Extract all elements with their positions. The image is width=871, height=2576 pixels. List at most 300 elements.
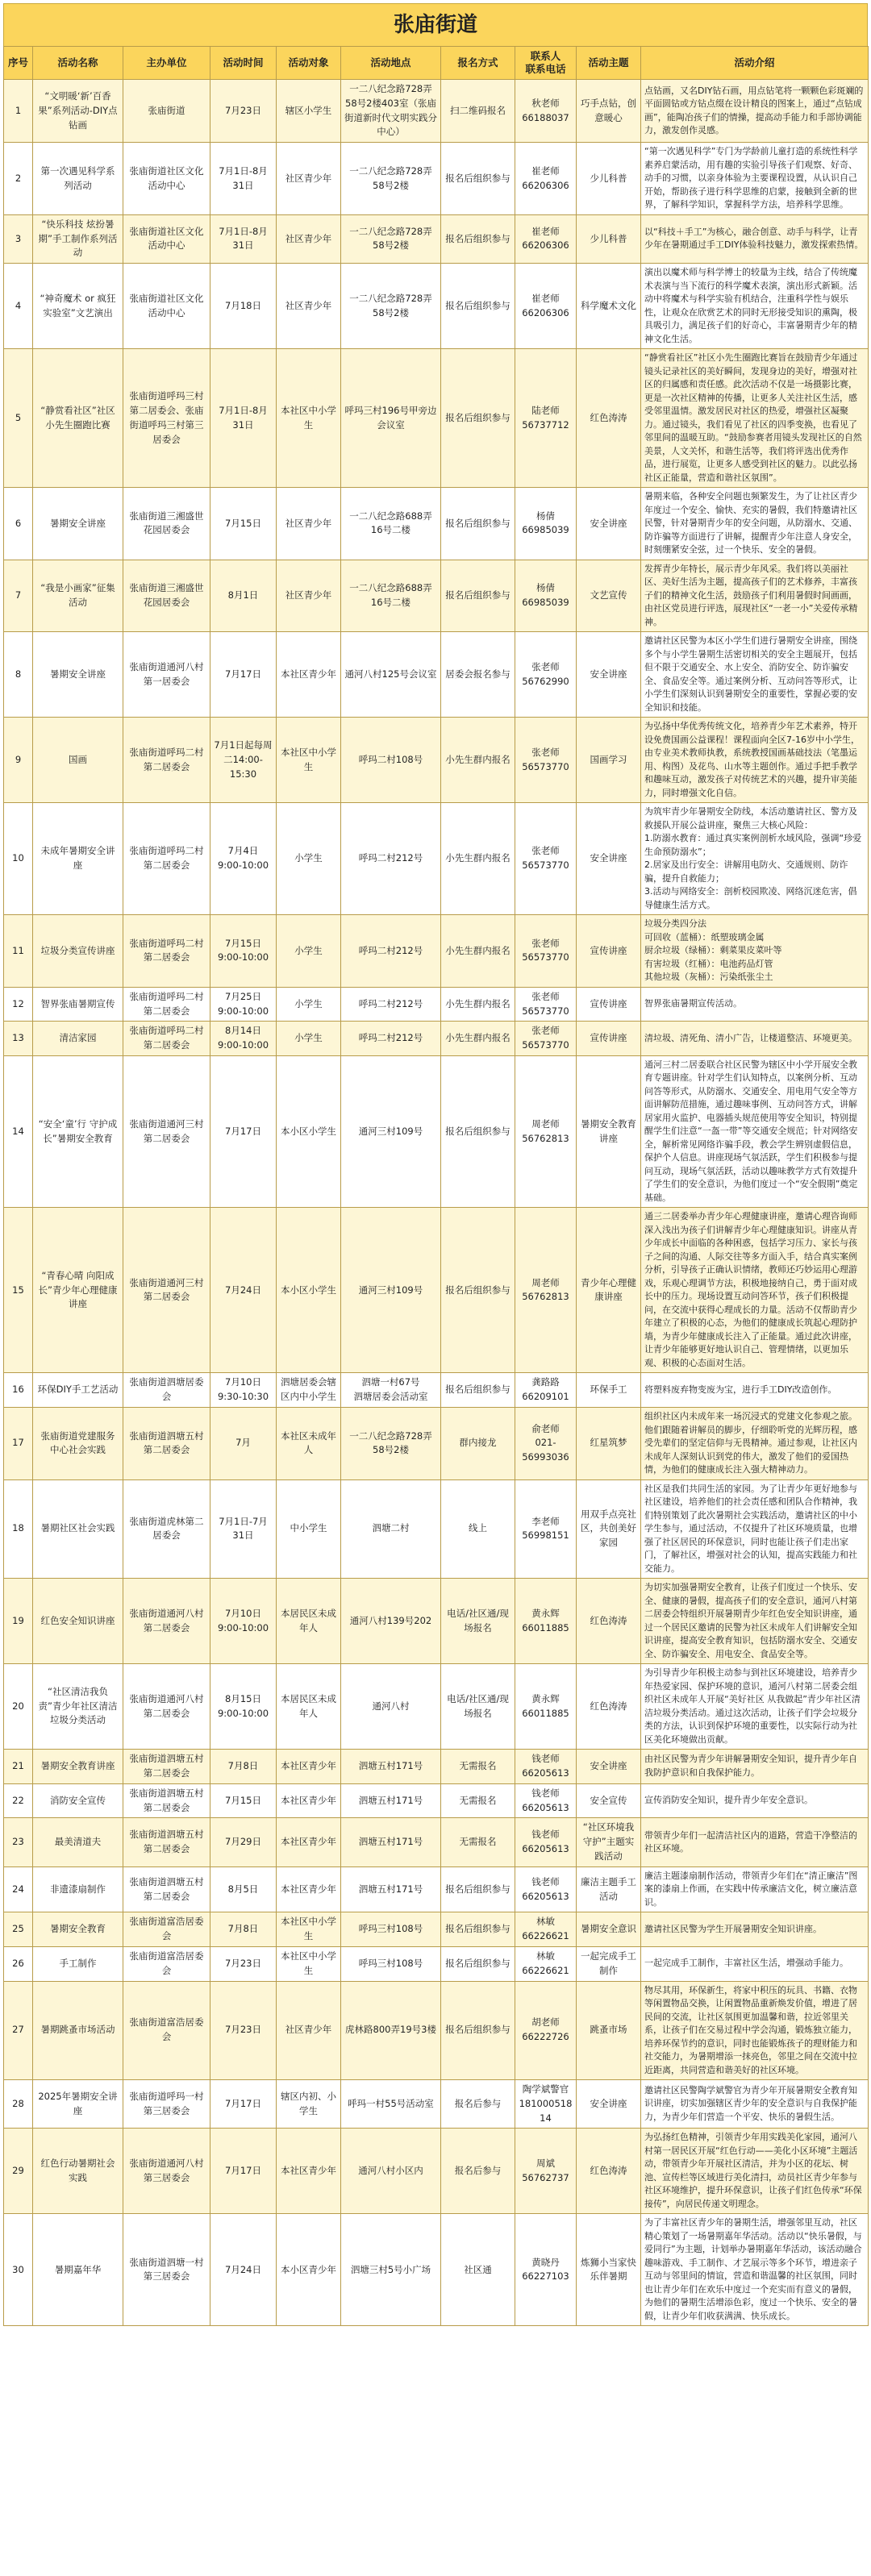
activity-theme: 暑期安全意识	[577, 1912, 641, 1947]
activity-theme: 科学魔术文化	[577, 264, 641, 349]
contact-info: 周老师 56762813	[515, 1208, 577, 1373]
activity-name: “静赏看社区”社区小先生圈跑比赛	[33, 349, 123, 488]
activity-theme: 文艺宣传	[577, 560, 641, 632]
signup-method: 线上	[441, 1479, 515, 1579]
activity-theme: 宣传讲座	[577, 915, 641, 988]
activity-time: 7月17日	[210, 1055, 277, 1208]
activity-name: “我是小画家”征集活动	[33, 560, 123, 632]
organizer: 张庙街道呼玛一村第三居委会	[123, 2080, 210, 2129]
activity-intro: 垃圾分类四分法 可回收（蓝桶）：纸塑玻璃金属 厨余垃圾（绿桶）：剩菜果皮菜叶等 有害垃圾（红桶）：电池药品灯管 其他垃圾（灰桶）：污染纸张尘土	[641, 915, 869, 988]
activity-name: 国画	[33, 718, 123, 803]
activity-time: 7月15日 9:00-10:00	[210, 915, 277, 988]
table-row	[4, 143, 869, 215]
organizer: 张庙街道社区文化活动中心	[123, 264, 210, 349]
activity-time: 7月15日	[210, 488, 277, 560]
activity-target: 本社区青少年	[277, 1818, 341, 1866]
row-number: 1	[4, 80, 33, 143]
activity-theme: 红色涛涛	[577, 349, 641, 488]
signup-method: 小先生群内报名	[441, 718, 515, 803]
activity-intro: 暑期来临，各种安全问题也频繁发生，为了让社区青少年度过一个安全、愉快、充实的暑假，我们特邀请社区民警，针对暑期青少年的安全问题，从防溺水、交通、防诈骗等方面进行了讲解，提醒青少年注意人身安全，时刻绷紧安全弦，过一个快乐、安全的暑假。	[641, 488, 869, 560]
activity-target: 本小区青少年	[277, 2214, 341, 2326]
header-row	[4, 47, 869, 80]
row-number: 2	[4, 143, 33, 215]
table-row	[4, 214, 869, 263]
signup-method: 报名后参与	[441, 2129, 515, 2214]
activity-intro: 邀请社区民警为学生开展暑期安全知识讲座。	[641, 1912, 869, 1947]
activity-time: 7月	[210, 1408, 277, 1480]
activity-theme: 一起完成手工制作	[577, 1946, 641, 1981]
activity-theme: 青少年心理健康讲座	[577, 1208, 641, 1373]
activity-name: “文明暖‘新’百香果”系列活动-DIY点钻画	[33, 80, 123, 143]
activity-time: 7月17日	[210, 2080, 277, 2129]
row-number: 11	[4, 915, 33, 988]
organizer: 张庙街道通河三村第二居委会	[123, 1208, 210, 1373]
activity-theme: 炼狮小当家快乐伴暑期	[577, 2214, 641, 2326]
contact-info: 钱老师 66205613	[515, 1750, 577, 1784]
activity-place: 一二八纪念路728弄58号2楼	[341, 1408, 441, 1480]
activity-time: 7月23日	[210, 80, 277, 143]
activity-theme: 少儿科普	[577, 214, 641, 263]
contact-info: 胡老师 66222726	[515, 1981, 577, 2080]
column-header: 序号	[4, 47, 33, 80]
activity-time: 7月23日	[210, 1981, 277, 2080]
signup-method: 报名后组织参与	[441, 1373, 515, 1408]
contact-info: 秋老师 66188037	[515, 80, 577, 143]
row-number: 8	[4, 632, 33, 718]
activity-theme: 宣传讲座	[577, 987, 641, 1022]
column-header: 活动地点	[341, 47, 441, 80]
table-row	[4, 560, 869, 632]
activity-intro: 通河三村二居委联合社区民警为辖区中小学开展安全教育专题讲座。针对学生们认知特点，以案例分析、互动问答等形式，从防溺水、交通安全、用电用气安全等方面讲解防范措施，通过趣味事例、互动问答方式，讲解居家用火监护、电器插头规范使用等安全知识，特别提醒学生们注意“一盔一带”等交通安全规范；针对网络安全，解析常见网络诈骗手段，教会学生辨别虚假信息，保护个人信息。讲座现场气氛活跃，学生们积极参与提问互动，现场气氛活跃，活动以趣味教学方式有效提升了学生们的安全意识，为他们度过一个“安全假期”奠定基础。	[641, 1055, 869, 1208]
column-header: 活动主题	[577, 47, 641, 80]
contact-info: 陶学斌警官 18100051814	[515, 2080, 577, 2129]
contact-info: 钱老师 66205613	[515, 1783, 577, 1818]
activity-name: 暑期安全讲座	[33, 488, 123, 560]
table-row	[4, 1818, 869, 1866]
activity-target: 辖区内初、小学生	[277, 2080, 341, 2129]
activity-theme: 安全讲座	[577, 2080, 641, 2129]
activity-place: 呼玛三村108号	[341, 1912, 441, 1947]
activity-name: “神奇魔术 or 疯狂实验室”文艺演出	[33, 264, 123, 349]
signup-method: 报名后组织参与	[441, 1912, 515, 1947]
activity-time: 7月4日 9:00-10:00	[210, 803, 277, 915]
activity-time: 7月15日	[210, 1783, 277, 1818]
table-row	[4, 1750, 869, 1784]
table-row	[4, 488, 869, 560]
table-row	[4, 803, 869, 915]
activity-theme: 安全宣传	[577, 1783, 641, 1818]
activity-time: 7月17日	[210, 2129, 277, 2214]
organizer: 张庙街道	[123, 80, 210, 143]
signup-method: 报名后组织参与	[441, 1208, 515, 1373]
organizer: 张庙街道富浩居委会	[123, 1981, 210, 2080]
activity-place: 泗塘二村	[341, 1479, 441, 1579]
signup-method: 小先生群内报名	[441, 987, 515, 1022]
organizer: 张庙街道呼玛二村第二居委会	[123, 1022, 210, 1056]
activity-place: 一二八纪念路728弄58号2楼	[341, 143, 441, 215]
table-body	[4, 80, 869, 2326]
activity-intro: 以“科技＋手工”为核心，融合创意、动手与科学，让青少年在暑期通过手工DIY体验科技魅力，激发探索热情。	[641, 214, 869, 263]
activity-theme: 红色涛涛	[577, 2129, 641, 2214]
table-row	[4, 1055, 869, 1208]
row-number: 24	[4, 1866, 33, 1912]
activity-intro: “静赏看社区”社区小先生圈跑比赛旨在鼓励青少年通过镜头记录社区的美好瞬间，发现身边的美好，增强对社区的归属感和责任感。此次活动不仅是一场摄影比赛，更是一次社区精神的传播，让更多人关注社区生活，感受邻里温情。激发居民对社区的热爱，增强社区凝聚力。通过镜头，我们看见了社区的四季变换，也看见了邻里间的温暖互助。“鼓励参赛者用镜头发现社区的自然美景，人文关怀，和谐生活等，我们将评选出优秀作品，进行展览，让更多人感受到社区的魅力。以此弘扬社区正能量，营造和谐社区氛围”。	[641, 349, 869, 488]
activity-target: 本社区青少年	[277, 632, 341, 718]
activity-theme: 安全讲座	[577, 803, 641, 915]
activity-theme: 少儿科普	[577, 143, 641, 215]
activity-place: 通河三村109号	[341, 1208, 441, 1373]
signup-method: 报名后组织参与	[441, 264, 515, 349]
table-row	[4, 1783, 869, 1818]
organizer: 张庙街道社区文化活动中心	[123, 214, 210, 263]
activity-place: 通河八村	[341, 1664, 441, 1750]
row-number: 28	[4, 2080, 33, 2129]
activity-time: 7月17日	[210, 632, 277, 718]
organizer: 张庙街道富浩居委会	[123, 1946, 210, 1981]
table-row	[4, 1579, 869, 1664]
activity-name: 暑期社区社会实践	[33, 1479, 123, 1579]
signup-method: 小先生群内报名	[441, 915, 515, 988]
activity-place: 呼玛二村108号	[341, 718, 441, 803]
signup-method: 社区通	[441, 2214, 515, 2326]
activity-intro: 点钻画，又名DIY钻石画，用点钻笔将一颗颗色彩斑斓的平面圆钻或方钻点缀在设计精良的图案上，通过“点钻成画”，能陶冶孩子们的情操，提高动手能力和手部协调能力，激发创作灵感。	[641, 80, 869, 143]
activity-time: 7月8日	[210, 1912, 277, 1947]
contact-info: 崔老师 66206306	[515, 264, 577, 349]
row-number: 27	[4, 1981, 33, 2080]
activity-place: 呼玛三村108号	[341, 1946, 441, 1981]
activity-name: 红色行动暑期社会实践	[33, 2129, 123, 2214]
column-header: 活动名称	[33, 47, 123, 80]
table-row	[4, 349, 869, 488]
activity-time: 7月10日 9:00-10:00	[210, 1579, 277, 1664]
row-number: 23	[4, 1818, 33, 1866]
activity-place: 呼玛二村212号	[341, 803, 441, 915]
activity-intro: 一起完成手工制作，丰富社区生活，增强动手能力。	[641, 1946, 869, 1981]
activity-intro: 为弘扬红色精神，引领青少年用实践美化家园，通河八村第一居民区开展“红色行动——美化小区环境”主题活动，带领青少年开展社区清洁，并为小区的花坛、树池、宣传栏等区域进行美化清扫，动员社区青少年参与社区环境维护，提升环保意识，让孩子们红色传承“环保接传”，向居民传递文明理念。	[641, 2129, 869, 2214]
signup-method: 无需报名	[441, 1750, 515, 1784]
activity-time: 7月29日	[210, 1818, 277, 1866]
organizer: 张庙街道三湘盛世花园居委会	[123, 488, 210, 560]
activity-target: 小学生	[277, 1022, 341, 1056]
activity-intro: 邀请社区民警为本区小学生们进行暑期安全讲座，围绕多个与小学生暑期生活密切相关的安全主题展开，包括但不限于交通安全、水上安全、消防安全、防诈骗安全、食品安全等。通过案例分析、互动问答等形式，让小学生们深刻认识到暑期安全的重要性，掌握必要的安全知识和技能。	[641, 632, 869, 718]
row-number: 30	[4, 2214, 33, 2326]
organizer: 张庙街道通河八村第一居委会	[123, 632, 210, 718]
row-number: 18	[4, 1479, 33, 1579]
activity-place: 泗塘五村171号	[341, 1750, 441, 1784]
activity-target: 本社区中小学生	[277, 349, 341, 488]
organizer: 张庙街道泗塘五村第二居委会	[123, 1750, 210, 1784]
table-row	[4, 1022, 869, 1056]
activity-theme: 宣传讲座	[577, 1022, 641, 1056]
contact-info: 钱老师 66205613	[515, 1866, 577, 1912]
row-number: 25	[4, 1912, 33, 1947]
contact-info: 周斌 56762737	[515, 2129, 577, 2214]
organizer: 张庙街道通河八村第三居委会	[123, 2129, 210, 2214]
organizer: 张庙街道泗塘五村第二居委会	[123, 1866, 210, 1912]
activity-place: 泗塘五村171号	[341, 1783, 441, 1818]
activity-place: 泗塘五村171号	[341, 1818, 441, 1866]
contact-info: 杨倩 66985039	[515, 488, 577, 560]
activity-intro: 带领青少年们一起清洁社区内的道路，营造干净整洁的社区环境。	[641, 1818, 869, 1866]
activity-place: 一二八纪念路688弄16号二楼	[341, 488, 441, 560]
signup-method: 小先生群内报名	[441, 803, 515, 915]
row-number: 19	[4, 1579, 33, 1664]
activity-target: 本居民区未成年人	[277, 1664, 341, 1750]
row-number: 3	[4, 214, 33, 263]
activity-name: 暑期安全教育	[33, 1912, 123, 1947]
activity-name: 垃圾分类宣传讲座	[33, 915, 123, 988]
activity-target: 本社区未成年人	[277, 1408, 341, 1480]
organizer: 张庙街道通河三村第二居委会	[123, 1055, 210, 1208]
activity-place: 虎林路800弄19号3楼	[341, 1981, 441, 2080]
signup-method: 居委会报名参与	[441, 632, 515, 718]
activity-place: 一二八纪念路688弄16号二楼	[341, 560, 441, 632]
activity-place: 一二八纪念路728弄58号2楼403室（张庙街道新时代文明实践分中心）	[341, 80, 441, 143]
column-header: 活动对象	[277, 47, 341, 80]
row-number: 13	[4, 1022, 33, 1056]
activity-name: 手工制作	[33, 1946, 123, 1981]
activity-theme: 红色涛涛	[577, 1664, 641, 1750]
activity-target: 本社区青少年	[277, 1750, 341, 1784]
page-title: 张庙街道	[3, 3, 868, 46]
activity-place: 一二八纪念路728弄58号2楼	[341, 214, 441, 263]
activity-target: 中小学生	[277, 1479, 341, 1579]
activity-target: 本居民区未成年人	[277, 1579, 341, 1664]
activity-target: 本社区中小学生	[277, 1946, 341, 1981]
table-row	[4, 2214, 869, 2326]
signup-method: 报名后组织参与	[441, 214, 515, 263]
contact-info: 钱老师 66205613	[515, 1818, 577, 1866]
activity-time: 8月14日 9:00-10:00	[210, 1022, 277, 1056]
activity-time: 7月1日-8月31日	[210, 143, 277, 215]
table-row	[4, 718, 869, 803]
activity-intro: 清垃圾、清死角、清小广告，让楼道整洁、环境更美。	[641, 1022, 869, 1056]
activity-target: 本社区中小学生	[277, 718, 341, 803]
activity-target: 本小区小学生	[277, 1055, 341, 1208]
activity-intro: 为了丰富社区青少年的暑期生活，增强邻里互动，社区精心策划了一场暑期嘉年华活动。活动以“快乐暑假，与爱同行”为主题，计划举办暑期嘉年华活动，该活动融合趣味游戏、手工制作、才艺展示等多个环节，增进亲子互动与邻里间的情谊，营造和谐温馨的社区氛围，同时也让青少年们在欢乐中度过一个充实而有意义的暑假，为他们的暑期生活增添色彩，度过一个快乐、安全的暑假，让青少年们收获满满、快乐成长。	[641, 2214, 869, 2326]
row-number: 12	[4, 987, 33, 1022]
table-row	[4, 1208, 869, 1373]
table-row	[4, 987, 869, 1022]
activity-name: 最美清道夫	[33, 1818, 123, 1866]
activity-target: 社区青少年	[277, 143, 341, 215]
activity-target: 本社区中小学生	[277, 1912, 341, 1947]
column-header: 主办单位	[123, 47, 210, 80]
table-row	[4, 1479, 869, 1579]
contact-info: 俞老师 021-56993036	[515, 1408, 577, 1480]
column-header: 活动介绍	[641, 47, 869, 80]
signup-method: 报名后组织参与	[441, 349, 515, 488]
activity-time: 7月8日	[210, 1750, 277, 1784]
activity-intro: 由社区民警为青少年讲解暑期安全知识，提升青少年自我防护意识和自我保护能力。	[641, 1750, 869, 1784]
activity-target: 社区青少年	[277, 214, 341, 263]
activity-place: 通河三村109号	[341, 1055, 441, 1208]
activity-place: 泗塘五村171号	[341, 1866, 441, 1912]
activity-time: 8月5日	[210, 1866, 277, 1912]
organizer: 张庙街道呼玛二村第二居委会	[123, 718, 210, 803]
signup-method: 报名后组织参与	[441, 1055, 515, 1208]
organizer: 张庙街道呼玛二村第二居委会	[123, 915, 210, 988]
activity-table	[3, 46, 869, 2326]
activity-theme: “社区环境我守护”主题实践活动	[577, 1818, 641, 1866]
activity-place: 通河八村139号202	[341, 1579, 441, 1664]
contact-info: 黄永辉 66011885	[515, 1579, 577, 1664]
activity-intro: “第一次遇见科学”专门为学龄前儿童打造的系统性科学素养启蒙活动，用有趣的实验引导孩子们观察、好奇、动手的习惯，以亲身体验为主要课程设置，从认识自己开始，帮助孩子进行科学思维的启蒙，接触到全新的世界，了解科学知识，掌握科学方法，培养科学思维。	[641, 143, 869, 215]
activity-intro: 为引导青少年积极主动参与到社区环境建设，培养青少年热爱家园、保护环境的意识，通河八村第二居委会组织社区未成年人开展“美好社区 从我做起”青少年社区清洁垃圾分类活动。通过这次活动，让孩子们学会垃圾分类的方法，认识到保护环境的重要性，以实际行动为社区美化环境做出贡献。	[641, 1664, 869, 1750]
activity-theme: 红星筑梦	[577, 1408, 641, 1480]
signup-method: 电话/社区通/现场报名	[441, 1579, 515, 1664]
signup-method: 小先生群内报名	[441, 1022, 515, 1056]
organizer: 张庙街道泗塘一村第三居委会	[123, 2214, 210, 2326]
signup-method: 群内接龙	[441, 1408, 515, 1480]
activity-target: 社区青少年	[277, 1981, 341, 2080]
activity-name: 未成年暑期安全讲座	[33, 803, 123, 915]
activity-target: 本社区青少年	[277, 1783, 341, 1818]
signup-method: 无需报名	[441, 1818, 515, 1866]
activity-name: “安全‘童’行 守护成长”暑期安全教育	[33, 1055, 123, 1208]
activity-place: 通河八村小区内	[341, 2129, 441, 2214]
contact-info: 黄永辉 66011885	[515, 1664, 577, 1750]
contact-info: 崔老师 66206306	[515, 214, 577, 263]
activity-intro: 社区是我们共同生活的家园。为了让青少年更好地参与社区建设，培养他们的社会责任感和团队合作精神，我们特别策划了此次暑期社会实践活动，邀请社区的中小学生参与，通过活动，不仅提升了社区环境质量，也增强了社区居民的环保意识，同时也能让孩子们走出家门，了解社区，增强对社会的认知，提高实践能力和社交能力。	[641, 1479, 869, 1579]
organizer: 张庙街道富浩居委会	[123, 1912, 210, 1947]
row-number: 9	[4, 718, 33, 803]
activity-intro: 通三二居委举办青少年心理健康讲座，邀请心理咨询师深入浅出为孩子们讲解青少年心理健康知识。讲座从青少年成长中面临的各种困惑，包括学习压力、家长与孩子之间的沟通、人际交往等多方面入手，结合真实案例分析，引导孩子正确认识情绪，教师还巧妙运用心理游戏，乐观心理调节方法，积极地接纳自己，勇于面对成长中的压力。现场设置互动问答环节，孩子们积极提问，在交流中获得心理成长的力量。活动不仅帮助青少年建立了积极的心态，为他们的健康成长筑起心理防护墙，为青少年健康成长注入了正能量。通过此次讲座，让青少年能够更好地认识自己、管理情绪，以更加乐观、积极的心态面对生活。	[641, 1208, 869, 1373]
activity-name: 消防安全宣传	[33, 1783, 123, 1818]
activity-target: 小学生	[277, 987, 341, 1022]
table-row	[4, 1408, 869, 1480]
contact-info: 张老师 56573770	[515, 915, 577, 988]
activity-time: 7月1日起每周二14:00-15:30	[210, 718, 277, 803]
organizer: 张庙街道呼玛二村第二居委会	[123, 987, 210, 1022]
signup-method: 报名后组织参与	[441, 1866, 515, 1912]
signup-method: 报名后组织参与	[441, 1946, 515, 1981]
organizer: 张庙街道三湘盛世花园居委会	[123, 560, 210, 632]
contact-info: 张老师 56573770	[515, 803, 577, 915]
activity-time: 7月1日-8月31日	[210, 214, 277, 263]
signup-method: 无需报名	[441, 1783, 515, 1818]
activity-target: 小学生	[277, 803, 341, 915]
activity-time: 7月25日 9:00-10:00	[210, 987, 277, 1022]
table-row	[4, 1981, 869, 2080]
activity-time: 7月23日	[210, 1946, 277, 1981]
contact-info: 张老师 56573770	[515, 718, 577, 803]
table-row	[4, 264, 869, 349]
activity-target: 本社区青少年	[277, 2129, 341, 2214]
activity-target: 本小区小学生	[277, 1208, 341, 1373]
activity-intro: 为切实加强暑期安全教育，让孩子们度过一个快乐、安全、健康的暑假，提高孩子们的安全意识，通河八村第二居委会特组织开展暑期青少年红色安全知识讲座，通过一个居民区邀请的民警为社区未成年人们讲解安全知识讲座，提高安全教育知识，包括防溺水安全、交通安全、防诈骗安全、用电安全、食品安全等。	[641, 1579, 869, 1664]
table-row	[4, 632, 869, 718]
activity-theme: 国画学习	[577, 718, 641, 803]
table-row	[4, 80, 869, 143]
activity-time: 8月1日	[210, 560, 277, 632]
organizer: 张庙街道虎林第二居委会	[123, 1479, 210, 1579]
activity-target: 小学生	[277, 915, 341, 988]
activity-intro: 物尽其用，环保新生，将家中积压的玩具、书籍、衣物等闲置物品交换，让闲置物品重新焕发价值，增进了居民间的交流，让社区氛围更加温馨和谐，拉近邻里关系，让孩子们在交易过程中学会沟通，锻炼独立能力，培养环保节约的意识，同时也能锻炼孩子的理财能力和社交能力，为暑期增添一抹亮色，邻里之间在交流中拉近距离，共同营造和谐美好的社区环境。	[641, 1981, 869, 2080]
contact-info: 林敏 66226621	[515, 1912, 577, 1947]
table-row	[4, 1946, 869, 1981]
row-number: 4	[4, 264, 33, 349]
contact-info: 张老师 56762990	[515, 632, 577, 718]
activity-name: 清洁家园	[33, 1022, 123, 1056]
row-number: 21	[4, 1750, 33, 1784]
contact-info: 林敏 66226621	[515, 1946, 577, 1981]
activity-intro: 邀请社区民警陶学斌警官为青少年开展暑期安全教育知识讲座，切实加强辖区青少年的安全意识与自我保护能力，为青少年们营造一个平安、快乐的暑假生活。	[641, 2080, 869, 2129]
activity-name: 暑期安全教育讲座	[33, 1750, 123, 1784]
activity-place: 呼玛二村212号	[341, 987, 441, 1022]
organizer: 张庙街道泗塘五村第二居委会	[123, 1783, 210, 1818]
activity-theme: 红色涛涛	[577, 1579, 641, 1664]
activity-intro: 宣传消防安全知识，提升青少年安全意识。	[641, 1783, 869, 1818]
table-row	[4, 1373, 869, 1408]
row-number: 26	[4, 1946, 33, 1981]
activity-place: 呼玛二村212号	[341, 915, 441, 988]
row-number: 22	[4, 1783, 33, 1818]
activity-place: 呼玛一村55号活动室	[341, 2080, 441, 2129]
column-header: 报名方式	[441, 47, 515, 80]
activity-theme: 巧手点钻，创意暖心	[577, 80, 641, 143]
table-row	[4, 2129, 869, 2214]
row-number: 10	[4, 803, 33, 915]
signup-method: 报名后组织参与	[441, 488, 515, 560]
activity-place: 呼玛二村212号	[341, 1022, 441, 1056]
activity-name: 非遗漆扇制作	[33, 1866, 123, 1912]
table-header	[4, 47, 869, 80]
activity-target: 本社区青少年	[277, 1866, 341, 1912]
table-row	[4, 1866, 869, 1912]
activity-name: 暑期嘉年华	[33, 2214, 123, 2326]
signup-method: 报名后组织参与	[441, 560, 515, 632]
activity-time: 7月24日	[210, 2214, 277, 2326]
activity-intro: 为筑牢青少年暑期安全防线，本活动邀请社区、警方及救援队开展公益讲座，聚焦三大核心风险： 1.防溺水教育：通过真实案例剖析水域风险，强调“珍爱生命预防溺水”； 2.居家及出行安全：讲解用电防火、交通规则、防诈骗，提升自救能力； 3.活动与网络安全：剖析校园欺凌、网络沉迷危害，倡导健康生活方式。	[641, 803, 869, 915]
activity-name: 暑期安全讲座	[33, 632, 123, 718]
activity-intro: 组织社区内未成年来一场沉浸式的党建文化参观之旅。他们跟随着讲解员的脚步，仔细聆听党的光辉历程，感受先辈们的坚定信仰与无畏精神。通过参观，让社区内未成年人深刻认识到党的伟大，激发了他们的爱国热情，为他们的健康成长注入强大精神动力。	[641, 1408, 869, 1480]
row-number: 14	[4, 1055, 33, 1208]
activity-name: “社区清洁我负责”青少年社区清洁垃圾分类活动	[33, 1664, 123, 1750]
contact-info: 陆老师 56737712	[515, 349, 577, 488]
activity-intro: 将塑料废弃物变废为宝，进行手工DIY改造创作。	[641, 1373, 869, 1408]
organizer: 张庙街道通河八村第二居委会	[123, 1579, 210, 1664]
activity-name: 智界张庙暑期宣传	[33, 987, 123, 1022]
activity-name: “青春心晴 向阳成长”青少年心理健康讲座	[33, 1208, 123, 1373]
organizer: 张庙街道泗塘五村第二居委会	[123, 1408, 210, 1480]
activity-time: 7月1日-7月31日	[210, 1479, 277, 1579]
signup-method: 扫二维码报名	[441, 80, 515, 143]
activity-intro: 智界张庙暑期宣传活动。	[641, 987, 869, 1022]
activity-time: 8月15日 9:00-10:00	[210, 1664, 277, 1750]
row-number: 7	[4, 560, 33, 632]
row-number: 20	[4, 1664, 33, 1750]
organizer: 张庙街道通河八村第二居委会	[123, 1664, 210, 1750]
organizer: 张庙街道泗塘五村第二居委会	[123, 1818, 210, 1866]
activity-place: 泗塘三村5号小广场	[341, 2214, 441, 2326]
activity-time: 7月1日-8月31日	[210, 349, 277, 488]
column-header: 联系人 联系电话	[515, 47, 577, 80]
activity-theme: 暑期安全教育讲座	[577, 1055, 641, 1208]
activity-theme: 安全讲座	[577, 1750, 641, 1784]
activity-name: 暑期跳蚤市场活动	[33, 1981, 123, 2080]
activity-theme: 安全讲座	[577, 488, 641, 560]
activity-place: 呼玛三村196号甲旁边会议室	[341, 349, 441, 488]
activity-target: 辖区小学生	[277, 80, 341, 143]
contact-info: 周老师 56762813	[515, 1055, 577, 1208]
row-number: 29	[4, 2129, 33, 2214]
row-number: 17	[4, 1408, 33, 1480]
activity-time: 7月18日	[210, 264, 277, 349]
row-number: 6	[4, 488, 33, 560]
activity-theme: 跳蚤市场	[577, 1981, 641, 2080]
table-row	[4, 2080, 869, 2129]
